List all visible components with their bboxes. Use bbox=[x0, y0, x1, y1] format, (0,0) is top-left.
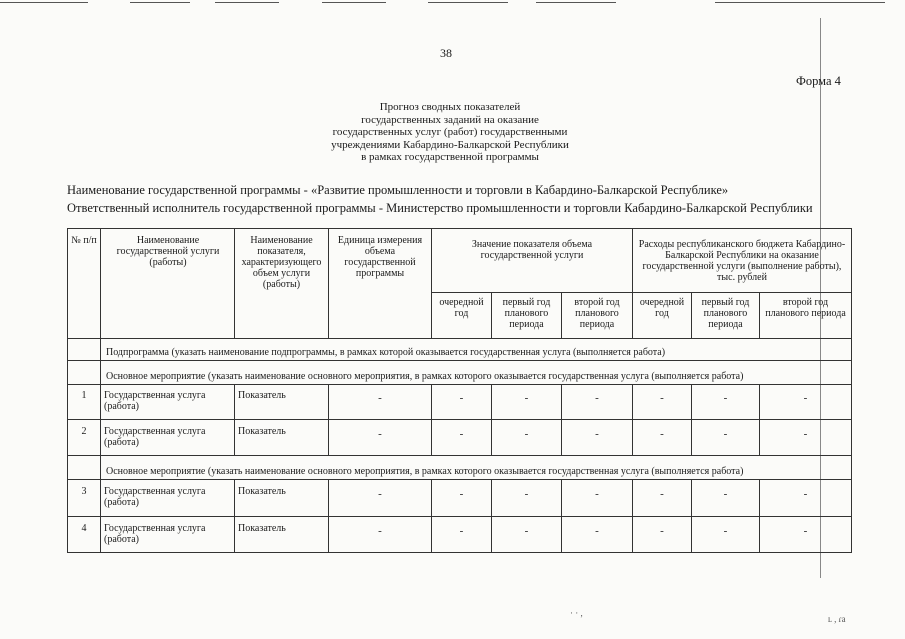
row-service: Государственная услуга (работа) bbox=[104, 523, 206, 545]
main-activity-row: Основное мероприятие (указать наименование основного мероприятия, в рамках которого оказывается государственная услуга (выполняется работа) bbox=[106, 466, 744, 477]
scan-artifact-line bbox=[428, 2, 508, 3]
row-value: - bbox=[378, 525, 382, 537]
row-value: - bbox=[595, 525, 599, 537]
row-service: Государственная услуга (работа) bbox=[104, 390, 206, 412]
title-line: учреждениями Кабардино-Балкарской Республики bbox=[331, 138, 569, 151]
row-value: - bbox=[378, 392, 382, 404]
row-value: - bbox=[660, 488, 664, 500]
header-volume-next-year: очередной год bbox=[439, 297, 484, 319]
header-expense-next-year: очередной год bbox=[639, 297, 685, 319]
row-indicator: Показатель bbox=[238, 390, 286, 401]
title-line: Прогноз сводных показателей bbox=[379, 101, 521, 113]
header-expense-plan-year-2: второй год планового периода bbox=[765, 297, 846, 319]
row-number: 2 bbox=[81, 426, 87, 437]
document-title bbox=[300, 101, 600, 164]
row-indicator: Показатель bbox=[238, 426, 286, 437]
row-value: - bbox=[524, 488, 529, 500]
row-service: Государственная услуга (работа) bbox=[104, 486, 206, 508]
row-value: - bbox=[459, 392, 464, 404]
row-value: - bbox=[723, 488, 728, 500]
subprogram-row: Подпрограмма (указать наименование подпрограммы, в рамках которой оказывается государственная услуга (выполняется работа) bbox=[106, 347, 666, 358]
row-value: - bbox=[660, 392, 664, 404]
row-value: - bbox=[378, 488, 382, 500]
row-value: - bbox=[459, 428, 464, 440]
row-value: - bbox=[803, 392, 808, 404]
row-value: - bbox=[660, 428, 664, 440]
row-value: - bbox=[524, 392, 529, 404]
header-expense-group: Расходы республиканского бюджета Кабардино-Балкарской Республики на оказание государственной услуги (выполнение работы), тыс. рублей bbox=[638, 239, 846, 283]
indicators-table bbox=[67, 228, 852, 553]
row-value: - bbox=[803, 428, 808, 440]
row-value: - bbox=[459, 525, 464, 537]
scan-artifact-line bbox=[130, 2, 190, 3]
row-value: - bbox=[723, 525, 728, 537]
header-indicator-name: Наименование показателя, характеризующего объем услуги (работы) bbox=[241, 235, 322, 290]
row-value: - bbox=[660, 525, 664, 537]
header-volume-group: Значение показателя объема государственной услуги bbox=[471, 239, 593, 261]
row-number: 4 bbox=[81, 523, 87, 534]
scan-artifact-line bbox=[322, 2, 386, 3]
header-volume-plan-year-1: первый год планового периода bbox=[502, 297, 551, 330]
header-service-name: Наименование государственной услуги (работы) bbox=[116, 235, 220, 268]
header-num: № п/п bbox=[71, 235, 97, 246]
program-name-line: Наименование государственной программы - «Развитие промышленности и торговли в Кабардино-Балкарской Республике» bbox=[67, 183, 729, 197]
scan-artifact-line bbox=[715, 2, 885, 3]
row-value: - bbox=[803, 488, 808, 500]
row-indicator: Показатель bbox=[238, 523, 286, 534]
title-line: государственных заданий на оказание bbox=[361, 113, 539, 126]
scan-noise: · · , bbox=[570, 608, 583, 618]
row-value: - bbox=[803, 525, 808, 537]
row-value: - bbox=[595, 392, 599, 404]
row-value: - bbox=[459, 488, 464, 500]
row-indicator: Показатель bbox=[238, 486, 286, 497]
title-line: государственных услуг (работ) государственными bbox=[332, 126, 568, 138]
row-value: - bbox=[378, 428, 382, 440]
form-label: Форма 4 bbox=[796, 74, 841, 88]
row-number: 3 bbox=[81, 486, 87, 497]
scan-artifact-line bbox=[0, 2, 88, 3]
header-unit: Единица измерения объема государственной программы bbox=[337, 235, 423, 279]
row-value: - bbox=[524, 428, 529, 440]
main-activity-row: Основное мероприятие (указать наименование основного мероприятия, в рамках которого оказывается государственная услуга (выполняется работа) bbox=[106, 371, 744, 382]
row-value: - bbox=[524, 525, 529, 537]
row-number: 1 bbox=[81, 390, 87, 401]
scan-artifact-line bbox=[536, 2, 616, 3]
row-service: Государственная услуга (работа) bbox=[104, 426, 206, 448]
scan-artifact-line bbox=[215, 2, 279, 3]
executor-line: Ответственный исполнитель государственной программы - Министерство промышленности и торговли Кабардино-Балкарской Республики bbox=[67, 201, 813, 215]
row-value: - bbox=[723, 392, 728, 404]
header-volume-plan-year-2: второй год планового периода bbox=[574, 297, 620, 330]
row-value: - bbox=[595, 488, 599, 500]
title-line: в рамках государственной программы bbox=[361, 151, 539, 163]
row-value: - bbox=[723, 428, 728, 440]
row-value: - bbox=[595, 428, 599, 440]
page-number: 38 bbox=[440, 46, 452, 60]
scan-noise: ʟ , ɾa bbox=[828, 614, 846, 624]
header-expense-plan-year-1: первый год планового периода bbox=[701, 297, 750, 330]
